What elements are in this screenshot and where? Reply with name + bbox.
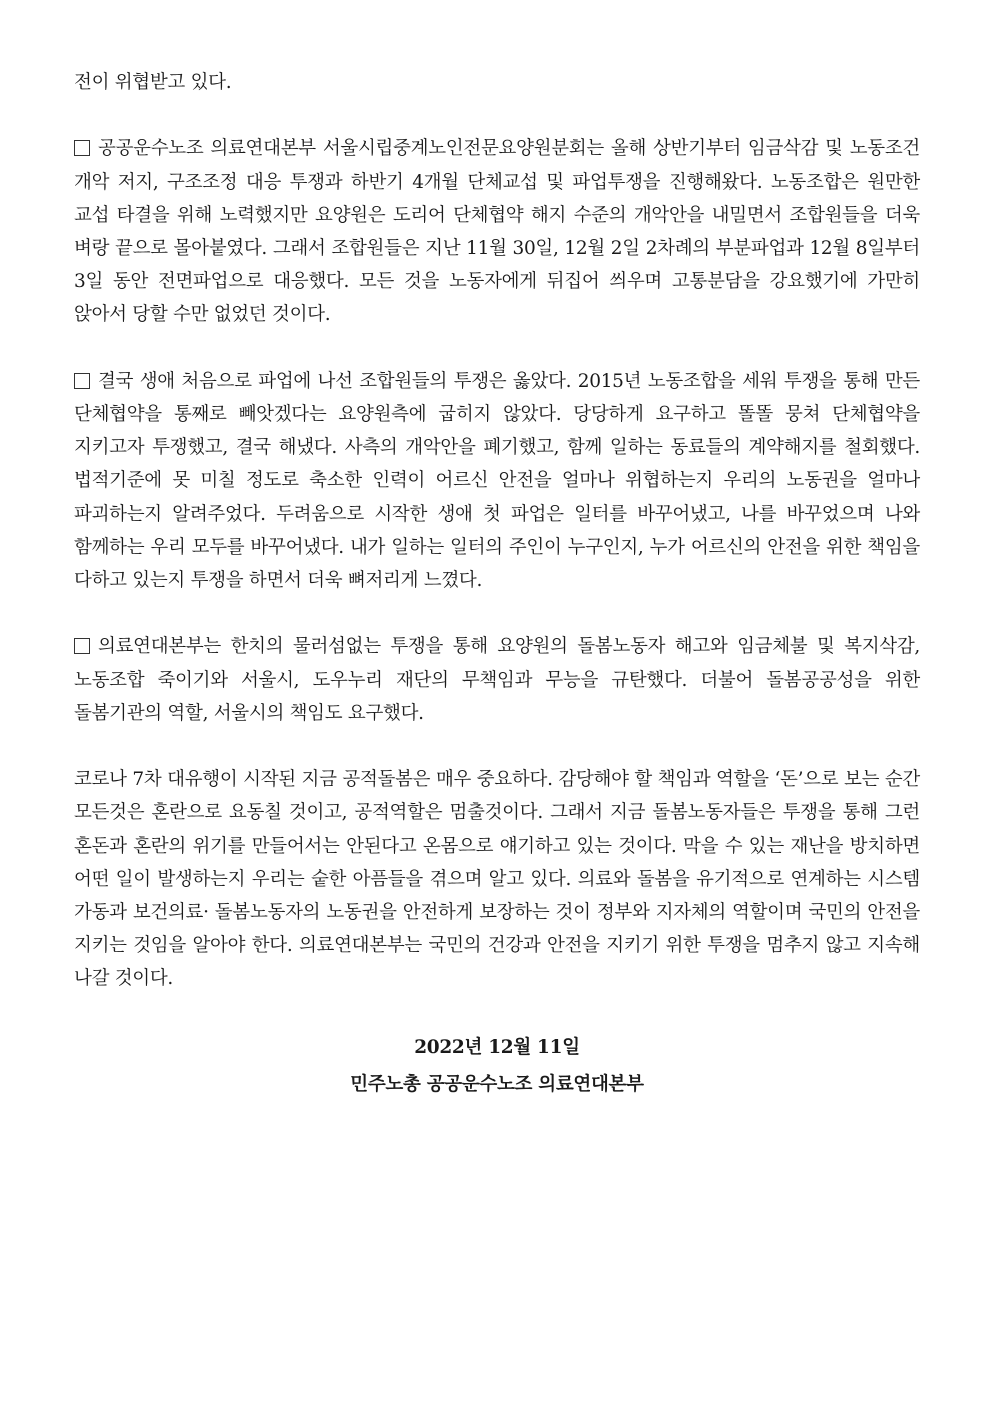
paragraph-condemnation: [74, 630, 920, 730]
paragraph-public-care: [74, 763, 920, 995]
document-page: [74, 66, 920, 1103]
paragraph-text: 의료연대본부는 한치의 물러섬없는 투쟁을 통해 요양원의 돌봄노동자 해고와 임금체불 및 복지삭감, 노동조합 죽이기와 서울시, 도우누리 재단의 무책임과 무능을 규탄했다. 더불어 돌봄공공성을 위한 돌봄기관의 역할, 서울시의 책임도 요구했다.: [74, 636, 920, 724]
checkbox-bullet-icon: [74, 140, 90, 156]
paragraph-gap: [74, 597, 920, 630]
paragraph-gap: [74, 730, 920, 763]
paragraph-gap: [74, 332, 920, 365]
paragraph-gap: [74, 99, 920, 132]
paragraph-text: 전이 위협받고 있다.: [74, 72, 232, 93]
document-date: 2022년 12월 11일: [414, 1036, 580, 1058]
checkbox-bullet-icon: [74, 373, 90, 389]
paragraph-strike-result: [74, 365, 920, 597]
document-footer: [74, 1029, 920, 1103]
checkbox-bullet-icon: [74, 638, 90, 654]
paragraph-text: 결국 생애 처음으로 파업에 나선 조합원들의 투쟁은 옳았다. 2015년 노동조합을 세워 투쟁을 통해 만든 단체협약을 통째로 빼앗겠다는 요양원측에 굽히지 않았다. 당당하게 요구하고 똘똘 뭉쳐 단체협약을 지키고자 투쟁했고, 결국 해냈다. 사측의 개악안을 폐기했고, 함께 일하는 동료들의 계약해지를 철회했다. 법적기준에 못 미칠 정도로 축소한 인력이 어르신 안전을 얼마나 위협하는지 우리의 노동권을 얼마나 파괴하는지 알려주었다. 두려움으로 시작한 생애 첫 파업은 일터를 바꾸어냈고, 나를 바꾸었으며 나와 함께하는 우리 모두를 바꾸어냈다. 내가 일하는 일터의 주인이 누구인지, 누가 어르신의 안전을 위한 책임을 다하고 있는지 투쟁을 하면서 더욱 뼈저리게 느꼈다.: [74, 370, 920, 592]
document-signature: 민주노총 공공운수노조 의료연대본부: [350, 1073, 644, 1095]
paragraph-intro: [74, 66, 920, 99]
paragraph-bargaining: [74, 132, 920, 331]
paragraph-text: 공공운수노조 의료연대본부 서울시립중계노인전문요양원분회는 올해 상반기부터 임금삭감 및 노동조건 개악 저지, 구조조정 대응 투쟁과 하반기 4개월 단체교섭 및 파업투쟁을 진행해왔다. 노동조합은 원만한 교섭 타결을 위해 노력했지만 요양원은 도리어 단체협약 해지 수준의 개악안을 내밀면서 조합원들을 더욱 벼랑 끝으로 몰아붙였다. 그래서 조합원들은 지난 11월 30일, 12월 2일 2차례의 부분파업과 12월 8일부터 3일 동안 전면파업으로 대응했다. 모든 것을 노동자에게 뒤집어 씌우며 고통분담을 강요했기에 가만히 앉아서 당할 수만 없었던 것이다.: [74, 138, 920, 326]
paragraph-text: 코로나 7차 대유행이 시작된 지금 공적돌봄은 매우 중요하다. 감당해야 할 책임과 역할을 ‘돈’으로 보는 순간 모든것은 혼란으로 요동칠 것이고, 공적역할은 멈출것이다. 그래서 지금 돌봄노동자들은 투쟁을 통해 그런 혼돈과 혼란의 위기를 만들어서는 안된다고 온몸으로 얘기하고 있는 것이다. 막을 수 있는 재난을 방치하면 어떤 일이 발생하는지 우리는 숱한 아픔들을 겪으며 알고 있다. 의료와 돌봄을 유기적으로 연계하는 시스템 가동과 보건의료· 돌봄노동자의 노동권을 안전하게 보장하는 것이 정부와 지자체의 역할이며 국민의 안전을 지키는 것임을 알아야 한다. 의료연대본부는 국민의 건강과 안전을 지키기 위한 투쟁을 멈추지 않고 지속해 나갈 것이다.: [74, 769, 920, 990]
